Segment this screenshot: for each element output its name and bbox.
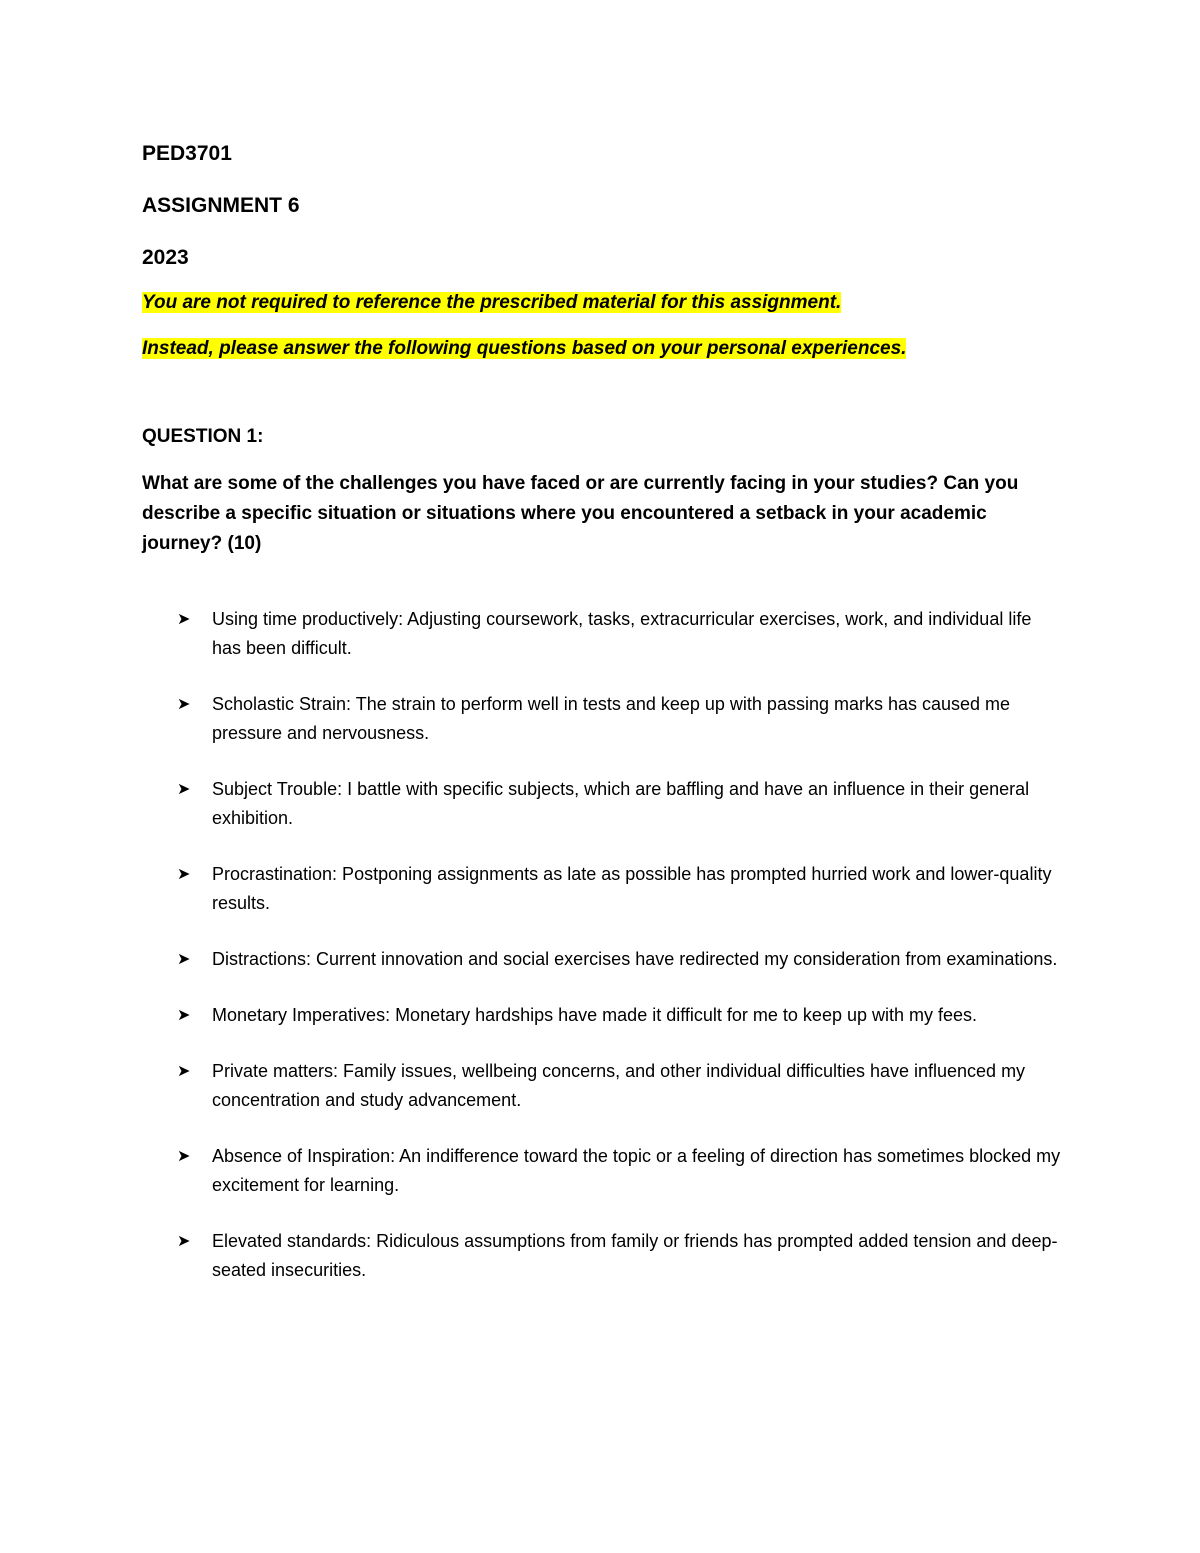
list-item	[142, 775, 1062, 833]
list-item	[142, 605, 1062, 663]
arrowhead-bullet-icon: ➤	[177, 611, 191, 628]
arrowhead-bullet-icon: ➤	[177, 1007, 191, 1024]
highlighted-text: You are not required to reference the prescribed material for this assignment.	[142, 292, 842, 313]
answer-text: Distractions: Current innovation and social exercises have redirected my consideration from examinations.	[212, 949, 1058, 969]
arrowhead-bullet-icon: ➤	[177, 1148, 191, 1165]
assignment-year: 2023	[142, 246, 189, 269]
answer-text: Using time productively: Adjusting coursework, tasks, extracurricular exercises, work, and individual life has been difficult.	[212, 609, 1032, 658]
instruction-note-1	[142, 289, 1062, 317]
answer-list	[142, 605, 1062, 1285]
answer-text: Subject Trouble: I battle with specific subjects, which are baffling and have an influence in their general exhibition.	[212, 779, 1030, 828]
answer-text: Absence of Inspiration: An indifference toward the topic or a feeling of direction has sometimes blocked my excitement for learning.	[212, 1146, 1061, 1195]
answer-text: Elevated standards: Ridiculous assumptions from family or friends has prompted added tension and deep-seated insecurities.	[212, 1231, 1058, 1280]
list-item	[142, 690, 1062, 748]
instruction-note-2	[142, 335, 1062, 363]
question-text: What are some of the challenges you have faced or are currently facing in your studies? Can you describe a specific situation or situations where you encountered a setback in your academic journey? (10)	[142, 473, 1019, 554]
arrowhead-bullet-icon: ➤	[177, 781, 191, 798]
list-item	[142, 1001, 1062, 1030]
arrowhead-bullet-icon: ➤	[177, 696, 191, 713]
answer-text: Private matters: Family issues, wellbeing concerns, and other individual difficulties have influenced my concentration and study advancement.	[212, 1061, 1026, 1110]
list-item	[142, 1227, 1062, 1285]
answer-text: Monetary Imperatives: Monetary hardships have made it difficult for me to keep up with my fees.	[212, 1005, 978, 1025]
list-item	[142, 860, 1062, 918]
arrowhead-bullet-icon: ➤	[177, 1063, 191, 1080]
assignment-title: ASSIGNMENT 6	[142, 194, 300, 217]
list-item	[142, 1142, 1062, 1200]
arrowhead-bullet-icon: ➤	[177, 866, 191, 883]
document-page	[142, 140, 1062, 1312]
answer-text: Scholastic Strain: The strain to perform well in tests and keep up with passing marks has caused me pressure and nervousness.	[212, 694, 1011, 743]
list-item	[142, 945, 1062, 974]
arrowhead-bullet-icon: ➤	[177, 1233, 191, 1250]
highlighted-text: Instead, please answer the following questions based on your personal experiences.	[142, 338, 907, 359]
course-code: PED3701	[142, 142, 232, 165]
list-item	[142, 1057, 1062, 1115]
answer-text: Procrastination: Postponing assignments as late as possible has prompted hurried work and lower-quality results.	[212, 864, 1052, 913]
question-label: QUESTION 1:	[142, 426, 264, 447]
arrowhead-bullet-icon: ➤	[177, 951, 191, 968]
